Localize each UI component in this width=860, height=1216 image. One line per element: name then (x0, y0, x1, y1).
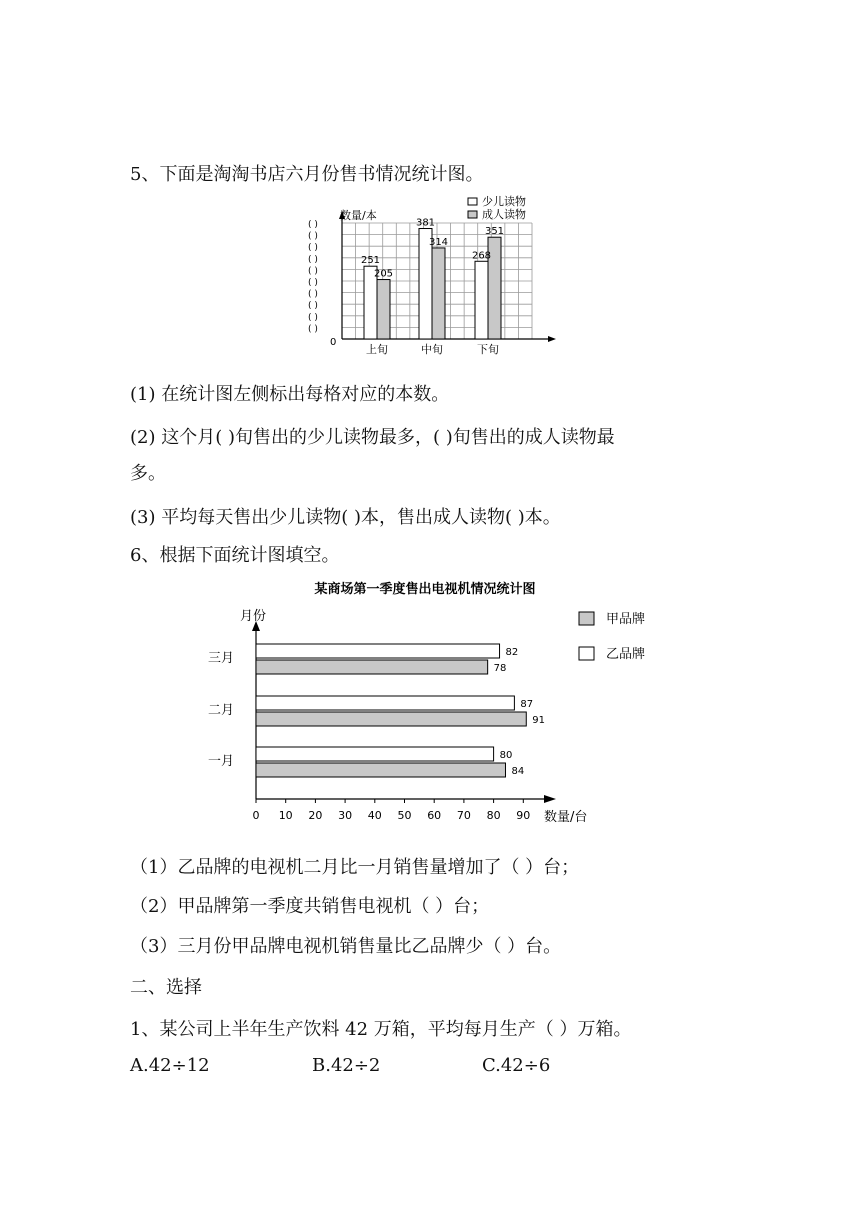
x-axis-arrow (548, 336, 556, 342)
data-label: 87 (520, 699, 534, 710)
x-tick-label: 10 (278, 809, 293, 822)
y-blank-label: ( ) (308, 220, 318, 230)
legend-swatch (468, 211, 477, 218)
chart2-legend (579, 611, 645, 662)
data-label: 91 (532, 715, 546, 726)
q5-sub3: (3) 平均每天售出少儿读物( )本，售出成人读物( )本。 (130, 507, 561, 528)
x-tick-label: 80 (486, 809, 501, 822)
bar (256, 660, 488, 674)
y-blank-label: ( ) (308, 266, 318, 277)
q6-title: 6、根据下面统计图填空。 (130, 545, 340, 566)
data-label: 381 (415, 217, 436, 229)
y-blank-label: ( ) (308, 289, 318, 300)
option-b: B.42÷2 (312, 1055, 381, 1076)
bar (256, 696, 514, 710)
bar (256, 747, 494, 761)
y-axis-label: 月份 (240, 609, 267, 624)
y-axis-label: 数量/本 (340, 209, 377, 222)
chart2-bars (256, 644, 526, 777)
bar (377, 280, 390, 339)
x-tick-label: 60 (427, 809, 442, 822)
y-tick-label: 一月 (208, 754, 235, 769)
legend-label: 甲品牌 (606, 612, 646, 627)
data-label: 84 (511, 766, 525, 777)
legend-label: 乙品牌 (606, 647, 646, 662)
bar (256, 763, 505, 777)
data-label: 314 (428, 236, 449, 248)
chart-title: 某商场第一季度售出电视机情况统计图 (314, 582, 536, 597)
x-axis-arrow (544, 795, 556, 803)
bar (475, 261, 488, 339)
y-blank-label: ( ) (308, 301, 318, 312)
x-tick-label: 90 (516, 809, 531, 822)
data-label: 205 (373, 268, 394, 280)
x-tick-label: 70 (456, 809, 471, 822)
data-label: 251 (360, 255, 381, 267)
legend-swatch (579, 647, 594, 660)
bar (256, 644, 500, 658)
y-blank-label: ( ) (308, 243, 318, 254)
x-tick-label: 50 (397, 809, 412, 822)
data-label: 351 (484, 226, 505, 238)
y-blank-label: ( ) (308, 312, 318, 323)
section2-q1: 1、某公司上半年生产饮料 42 万箱，平均每月生产（ ）万箱。 (130, 1019, 632, 1040)
bar (256, 712, 526, 726)
y-blank-label: ( ) (308, 254, 318, 265)
x-tick-label: 中旬 (421, 343, 443, 356)
x-tick-label: 20 (308, 809, 323, 822)
q5-sub2-line2: 多。 (130, 463, 166, 484)
data-label: 80 (499, 750, 513, 761)
q6-sub2: （2）甲品牌第一季度共销售电视机（ ）台； (130, 896, 490, 917)
x-tick-label: 30 (338, 809, 353, 822)
y-tick-label: 二月 (208, 703, 235, 718)
legend-label: 成人读物 (482, 208, 526, 221)
y-tick-label: 三月 (208, 651, 235, 666)
legend-label: 少儿读物 (482, 195, 526, 208)
data-label: 78 (493, 663, 507, 674)
x-tick-label: 40 (367, 809, 382, 822)
y-blank-label: ( ) (308, 231, 318, 242)
data-label: 82 (505, 647, 519, 658)
q5-sub2-line1: (2) 这个月( )旬售出的少儿读物最多，( )旬售出的成人读物最 (130, 427, 615, 448)
x-axis-label: 数量/台 (544, 810, 588, 825)
y-blank-label: ( ) (308, 324, 318, 335)
origin-label: 0 (330, 337, 337, 348)
legend-swatch (468, 198, 477, 205)
q5-sub1: (1) 在统计图左侧标出每格对应的本数。 (130, 384, 450, 405)
q6-sub1: （1）乙品牌的电视机二月比一月销售量增加了（ ）台； (130, 857, 580, 878)
x-tick-label: 上旬 (366, 343, 388, 356)
x-tick-label: 下旬 (477, 343, 499, 356)
y-blank-label: ( ) (308, 278, 318, 288)
chart-book-sales (300, 193, 560, 363)
q6-sub3: （3）三月份甲品牌电视机销售量比乙品牌少（ ）台。 (130, 936, 562, 957)
option-c: C.42÷6 (482, 1055, 551, 1076)
x-tick-label: 0 (252, 809, 260, 822)
option-a: A.42÷12 (130, 1055, 210, 1076)
data-label: 268 (471, 250, 492, 262)
bar (432, 248, 445, 339)
q5-title: 5、下面是淘淘书店六月份售书情况统计图。 (130, 164, 484, 185)
section2-title: 二、选择 (130, 977, 202, 998)
chart-tv-sales (200, 575, 700, 835)
legend-swatch (579, 612, 594, 625)
chart1-legend (468, 194, 526, 221)
